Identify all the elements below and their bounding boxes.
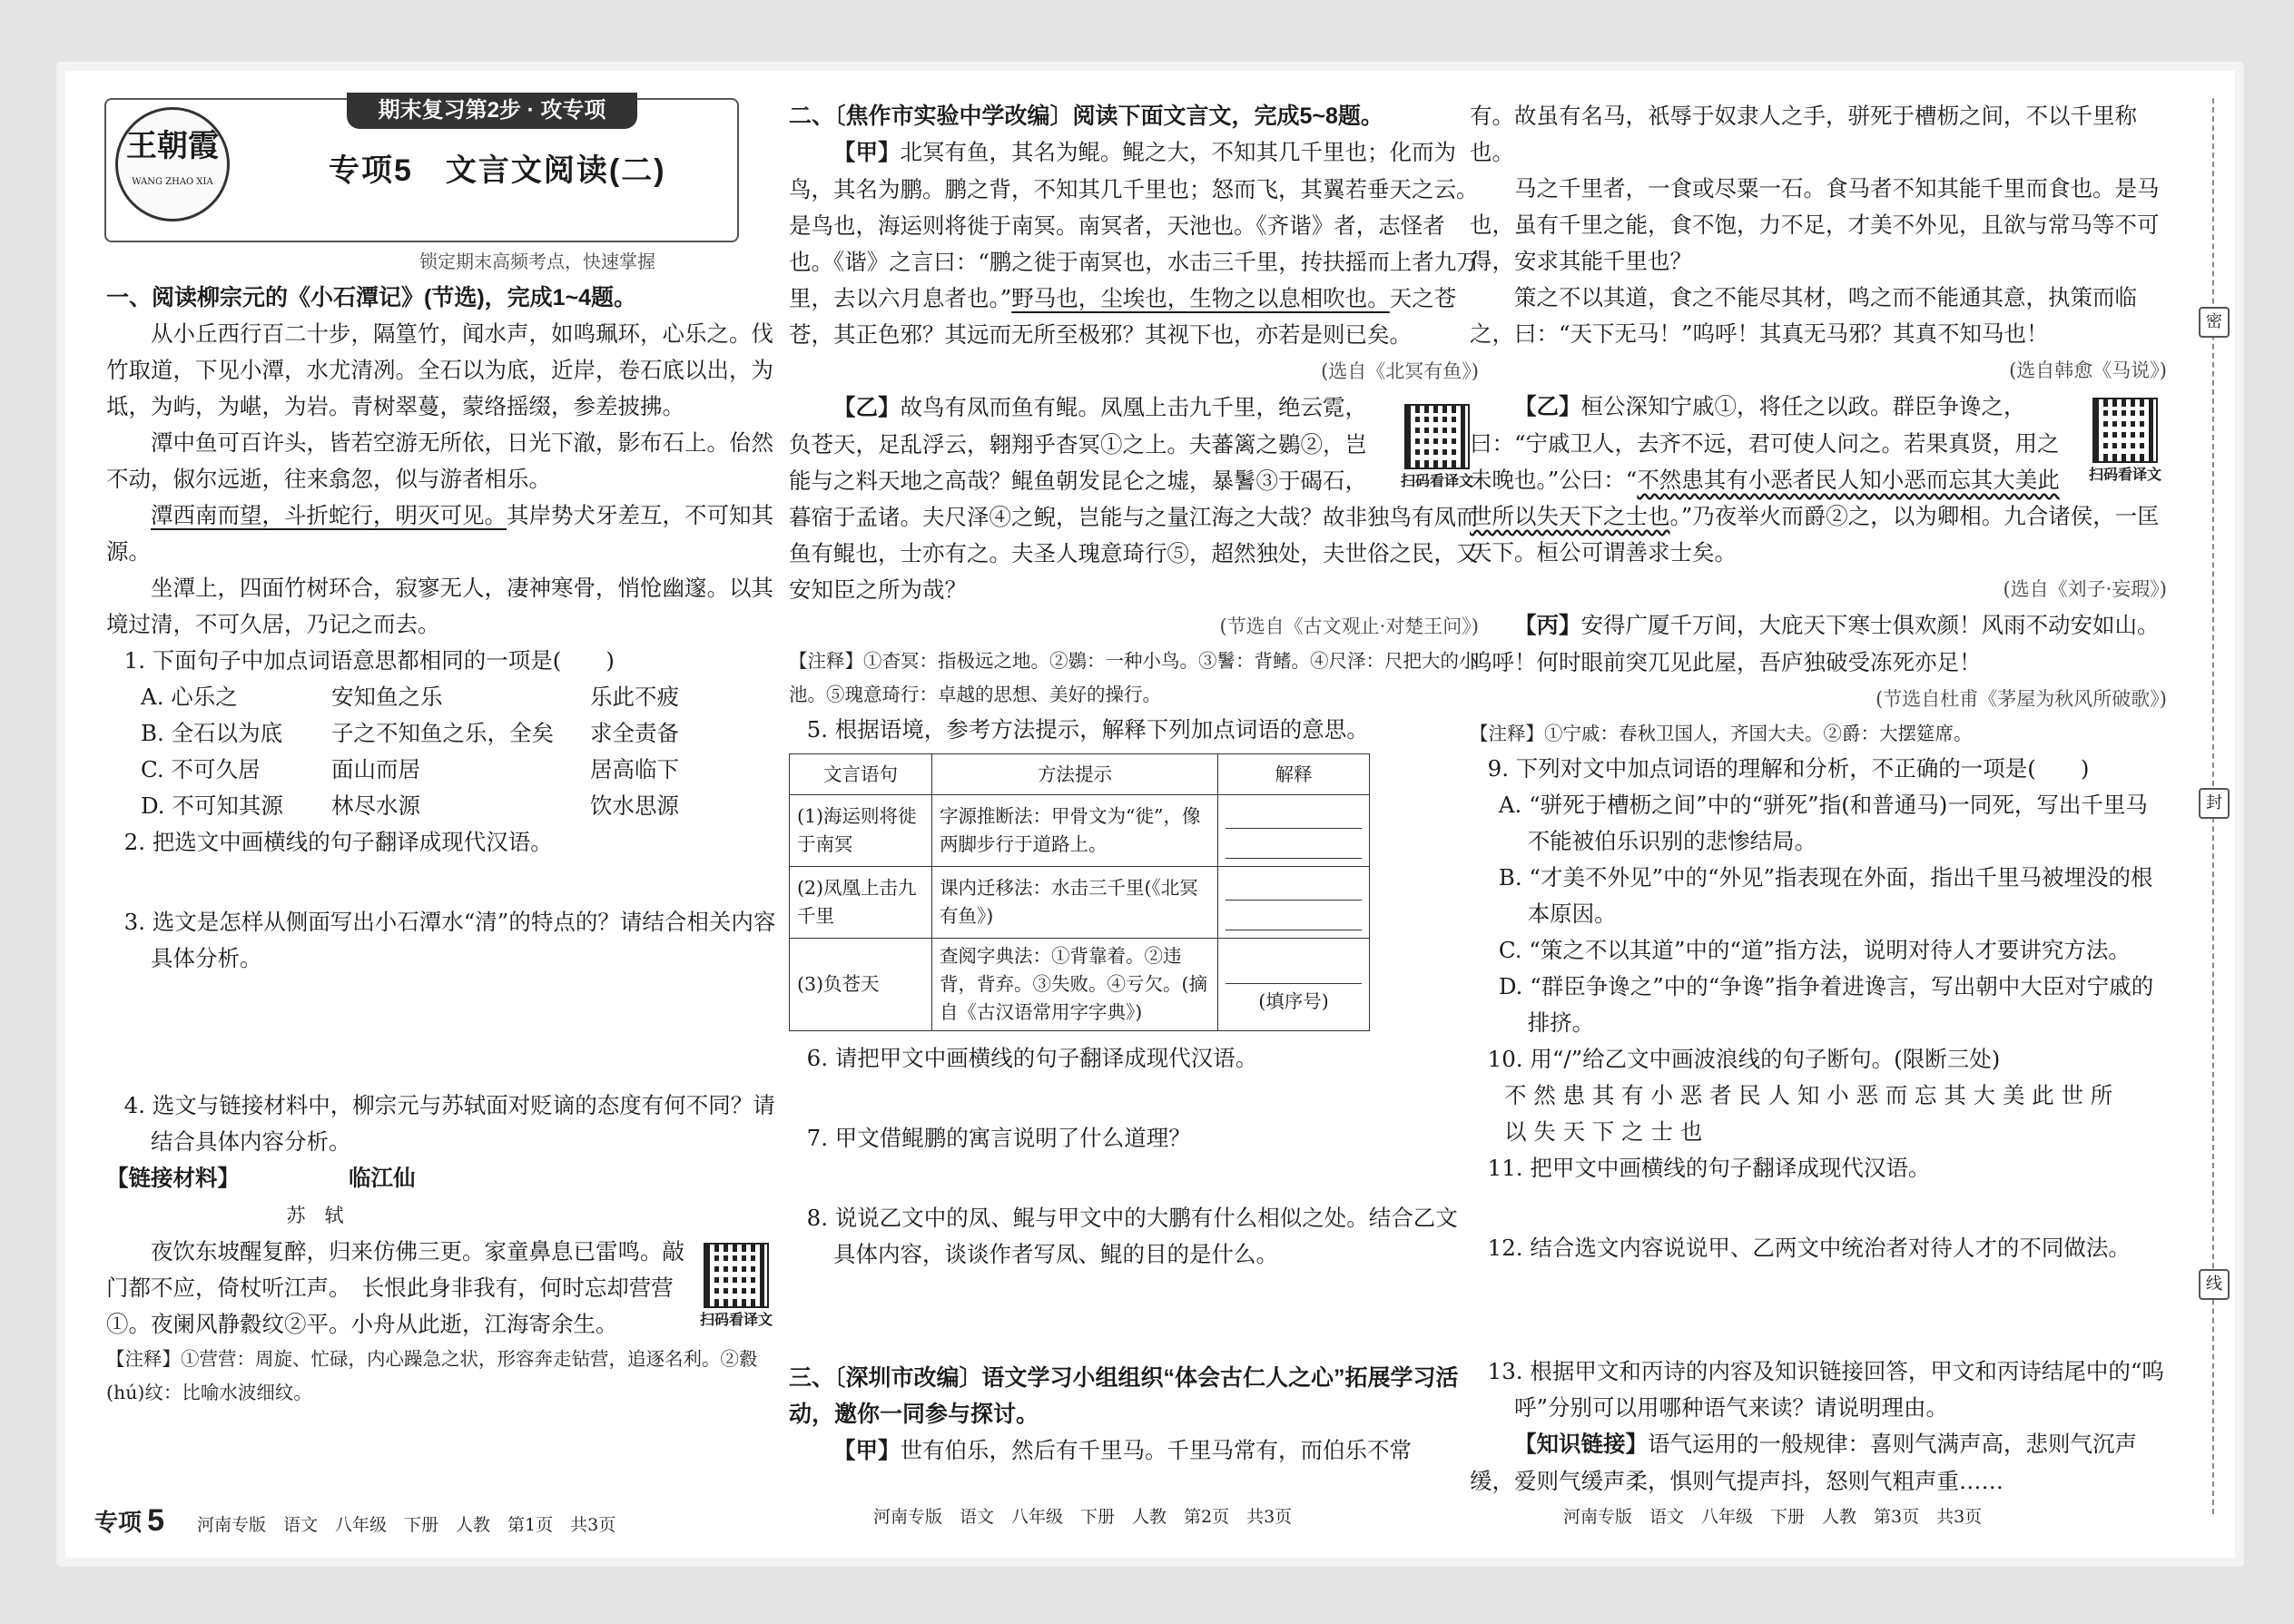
question-6: 6. 请把甲文中画横线的句子翻译成现代汉语。: [806, 1045, 1258, 1071]
question-1: 1. 下面句子中加点词语意思都相同的一项是( ): [123, 647, 615, 674]
seal-mark: 封: [2199, 788, 2230, 819]
table-header-row: 文言语句 方法提示 解释: [790, 754, 1370, 795]
option: A. “骈死于槽枥之间”中的“骈死”指(和普通马)一同死，写出千里马不能被伯乐识别的悲惨结局。: [1498, 792, 2148, 854]
footer-middle: 河南专版 语文 八年级 下册 人教 第2页 共3页: [873, 1507, 1293, 1527]
source: (选自韩愈《马说》): [2009, 359, 2167, 381]
answer-space[interactable]: [1470, 1186, 2167, 1230]
footer-left: 专项 5 河南专版 语文 八年级 下册 人教 第1页 共3页: [94, 1503, 616, 1538]
question-13: 13. 根据甲文和丙诗的内容及知识链接回答，甲文和丙诗结尾中的“呜呼”分别可以用哪种语气来读？请说明理由。: [1487, 1358, 2164, 1421]
underlined-sentence: 野马也，尘埃也，生物之以息相吹也。: [1011, 285, 1390, 311]
qr-code[interactable]: 扫码看译文: [2083, 394, 2167, 485]
qr-code-icon: [704, 1243, 769, 1308]
answer-space[interactable]: [789, 1156, 1479, 1200]
passage-bing: 【丙】安得广厦千万间，大庇天下寒士俱欢颜！风雨不动安如山。呜呼！何时眼前突兀见此屋，吾庐独破受冻死亦足！: [1470, 612, 2160, 675]
seal-mark: 线: [2199, 1269, 2230, 1300]
question-10: 10. 用“/”给乙文中画波浪线的句子断句。(限断三处): [1487, 1046, 2001, 1072]
passage-paragraph: 潭中鱼可百许头，皆若空游无所依，日光下澈，影布石上。佁然不动，俶尔远逝，往来翕忽，似与游者相乐。: [106, 429, 773, 492]
passage-paragraph: 马之千里者，一食或尽粟一石。食马者不知其能千里而食也。是马也，虽有千里之能，食不饱，力不足，才美不外见，且欲与常马等不可得，安求其能千里也？: [1470, 175, 2160, 274]
qr-code[interactable]: 扫码看译文: [1395, 400, 1479, 491]
column-1: [106, 98, 778, 1410]
qr-code-icon: [1404, 404, 1470, 469]
passage-jia-3: 【甲】世有伯乐，然后有千里马。千里马常有，而伯乐不常: [833, 1437, 1412, 1463]
knowledge-link: 【知识链接】语气运用的一般规律：喜则气满声高，悲则气沉声缓，爱则气缓声柔，惧则气提声抖，怒则气粗声重……: [1470, 1431, 2137, 1494]
question-8: 8. 说说乙文中的凤、鲲与甲文中的大鹏有什么相似之处。结合乙文具体内容，谈谈作者写凤、鲲的目的是什么。: [806, 1205, 1458, 1267]
option: B. “才美不外见”中的“外见”指表现在外面，指出千里马被埋没的根本原因。: [1498, 864, 2153, 927]
poem-title: 临江仙: [349, 1166, 416, 1191]
qr-code[interactable]: 扫码看译文: [694, 1239, 778, 1330]
question-11: 11. 把甲文中画横线的句子翻译成现代汉语。: [1487, 1155, 1931, 1181]
sentence-to-punctuate[interactable]: 不 然 患 其 有 小 恶 者 民 人 知 小 恶 而 忘 其 大 美 此 世 所: [1504, 1082, 2113, 1108]
table-row: (1)海运则将徙于南冥 字源推断法：甲骨文为“徙”，像两脚步行于道路上。: [790, 795, 1370, 867]
section-1-title: 一、阅读柳宗元的《小石潭记》(节选)，完成1~4题。: [106, 285, 637, 310]
option-row: D. 不可知其源 林尽水源 饮水思源: [141, 792, 679, 819]
answer-space[interactable]: [106, 861, 778, 904]
passage-paragraph: 从小丘西行百二十步，隔篁竹，闻水声，如鸣珮环，心乐之。伐竹取道，下见小潭，水尤清冽。全石以为底，近岸，卷石底以出，为坻，为屿，为嵁，为岩。青树翠蔓，蒙络摇缀，参差披拂。: [106, 320, 773, 419]
option: D. “群臣争谗之”中的“争谗”指争着进谗言，写出朝中大臣对宁戚的排挤。: [1498, 973, 2154, 1036]
question-7: 7. 甲文借鲲鹏的寓言说明了什么道理？: [806, 1125, 1191, 1151]
page-header: [106, 98, 778, 280]
slogan: 锁定期末高频考点，快速掌握: [419, 251, 655, 272]
source: (节选自《古文观止·对楚王问》): [1219, 615, 1479, 637]
answer-space[interactable]: [789, 1273, 1479, 1360]
question-2: 2. 把选文中画横线的句子翻译成现代汉语。: [123, 829, 553, 855]
source: (节选自杜甫《茅屋为秋风所破歌》): [1876, 688, 2167, 710]
sentence-to-punctuate[interactable]: 以 失 天 下 之 士 也: [1504, 1118, 1703, 1145]
passage-paragraph: 坐潭上，四面竹树环合，寂寥无人，凄神寒骨，悄怆幽邃。以其境过清，不可久居，乃记之而去。: [106, 575, 773, 637]
answer-cell[interactable]: [1218, 795, 1370, 867]
note: 【注释】①杳冥：指极远之地。②鷃：一种小鸟。③鬐：背鳍。④尺泽：尺把大的小池。⑤瑰意琦行：卓越的思想、美好的操行。: [789, 650, 1478, 705]
question-5-table: [789, 753, 1370, 1031]
source: (选自《刘子·妄瑕》): [2003, 578, 2167, 600]
source: (选自《北冥有鱼》): [1321, 360, 1479, 382]
answer-cell[interactable]: (填序号): [1218, 939, 1370, 1031]
table-row: (3)负苍天 查阅字典法：①背靠着。②违背，背弃。③失败。④亏欠。(摘自《古汉语常用字字典》) (填序号): [790, 939, 1370, 1031]
question-4: 4. 选文与链接材料中，柳宗元与苏轼面对贬谪的态度有何不同？请结合具体内容分析。: [123, 1092, 775, 1155]
note: 【注释】①宁戚：春秋卫国人，齐国大夫。②爵：大摆筵席。: [1470, 723, 1973, 744]
table-row: (2)凤凰上击九千里 课内迁移法：水击三千里(《北冥有鱼》): [790, 867, 1370, 939]
section-3-title: 三、〔深圳市改编〕语文学习小组组织“体会古仁人之心”拓展学习活动，邀你一同参与探讨。: [789, 1365, 1459, 1427]
link-material: 【链接材料】 临江仙 苏 轼 扫码看译文 夜饮东坡醒复醉，归来仿佛三更。家童鼻息已雷鸣。敲门都不应，倚杖听江声。 长恨此身非我有，何时忘却营营①。夜阑风静縠纹②平。小舟从此逝，江海寄余生。 【注释】①营营：周旋、忙碌，内心躁急之状，形容奔走钻营，追逐名利。②縠(hú)纹：比喻水波细纹。: [106, 1160, 778, 1410]
passage-yi: 【乙】故鸟有凤而鱼有鲲。凤凰上击九千里，绝云霓，负苍天，足乱浮云，翱翔乎杳冥①之上。夫蕃篱之鷃②，岂能与之料天地之高哉？鲲鱼朝发昆仑之墟，暴鬐③于碣石，暮宿于孟诸。夫尺泽④之鲵，岂能与之量江海之大哉？故非独鸟有凤而鱼有鲲也，士亦有之。夫圣人瑰意琦行⑤，超然独处，夫世俗之民，又安知臣之所为哉？: [789, 394, 1479, 603]
option-row: A. 心乐之 安知鱼之乐 乐此不疲: [141, 684, 679, 710]
passage-paragraph: 策之不以其道，食之不能尽其材，鸣之而不能通其意，执策而临之，曰：“天下无马！”呜呼！其真无马邪？其真不知马也！: [1470, 284, 2137, 347]
option: C. “策之不以其道”中的“道”指方法，说明对待人才要讲究方法。: [1498, 937, 2131, 963]
footer-right: 河南专版 语文 八年级 下册 人教 第3页 共3页: [1563, 1507, 1983, 1527]
answer-space[interactable]: [106, 977, 778, 1088]
question-1-options: [106, 679, 778, 824]
answer-cell[interactable]: [1218, 867, 1370, 939]
underlined-sentence: 潭西南而望，斗折蛇行，明灭可见。: [151, 502, 507, 528]
section-2-title: 二、〔焦作市实验中学改编〕阅读下面文言文，完成5~8题。: [789, 103, 1383, 129]
question-5: 5. 根据语境，参考方法提示，解释下列加点词语的意思。: [806, 716, 1369, 743]
question-12: 12. 结合选文内容说说甲、乙两文中统治者对待人才的不同做法。: [1487, 1235, 2131, 1261]
question-3: 3. 选文是怎样从侧面写出小石潭水“清”的特点的？请结合相关内容具体分析。: [123, 909, 776, 971]
page-title: 专项5 文言文阅读(二): [329, 153, 666, 188]
exam-sheet: [56, 62, 2244, 1567]
question-9: 9. 下列对文中加点词语的理解和分析，不正确的一项是( ): [1487, 755, 2090, 782]
passage-paragraph: 潭西南而望，斗折蛇行，明灭可见。其岸势犬牙差互，不可知其源。: [106, 502, 773, 565]
wavy-underlined-sentence: 不然患其有小恶者民人知小恶而忘其大美此世所以失天下之士也: [1470, 467, 2060, 529]
answer-space[interactable]: [1470, 1266, 2167, 1353]
answer-space[interactable]: [789, 1077, 1479, 1120]
poem-text: 夜饮东坡醒复醉，归来仿佛三更。家童鼻息已雷鸣。敲门都不应，倚杖听江声。 长恨此身非我有，何时忘却营营①。夜阑风静縠纹②平。小舟从此逝，江海寄余生。: [106, 1238, 684, 1337]
brand-logo: 王朝霞 WANG ZHAO XIA: [115, 107, 230, 221]
qr-code-icon: [2092, 398, 2158, 463]
step-banner: 期末复习第2步 · 攻专项: [347, 93, 637, 129]
column-2: [789, 98, 1479, 1470]
poem-author: 苏 轼: [286, 1205, 344, 1226]
passage-continued: 有。故虽有名马，祇辱于奴隶人之手，骈死于槽枥之间，不以千里称也。: [1470, 103, 2137, 165]
passage-yi-3: 【乙】桓公深知宁戚①，将任之以政。群臣争谗之，曰：“宁戚卫人，去齐不远，君可使人问之。若果真贤，用之未晚也。”公曰：“不然患其有小恶者民人知小恶而忘其大美此世所以失天下之士也。”乃夜举火而爵②之，以为卿相。九合诸侯，一匡天下。桓公可谓善求士矣。: [1470, 393, 2160, 566]
option-row: B. 全石以为底 子之不知鱼之乐，全矣 求全责备: [141, 720, 679, 746]
passage-jia: 【甲】北冥有鱼，其名为鲲。鲲之大，不知其几千里也；化而为鸟，其名为鹏。鹏之背，不知其几千里也；怒而飞，其翼若垂天之云。是鸟也，海运则将徙于南冥。南冥者，天池也。《齐谐》者，志怪者也。《谐》之言曰：“鹏之徙于南冥也，水击三千里，抟扶摇而上者九万里，去以六月息者也。”野马也，尘埃也，生物之以息相吹也。天之苍苍，其正色邪？其远而无所至极邪？其视下也，亦若是则已矣。: [789, 139, 1479, 348]
column-3: [1470, 98, 2167, 1500]
seal-mark: 密: [2199, 307, 2230, 338]
note: 【注释】①营营：周旋、忙碌，内心躁急之状，形容奔走钻营，追逐名利。②縠(hú)纹：比喻水波细纹。: [106, 1348, 758, 1403]
option-row: C. 不可久居 面山而居 居高临下: [141, 756, 679, 782]
